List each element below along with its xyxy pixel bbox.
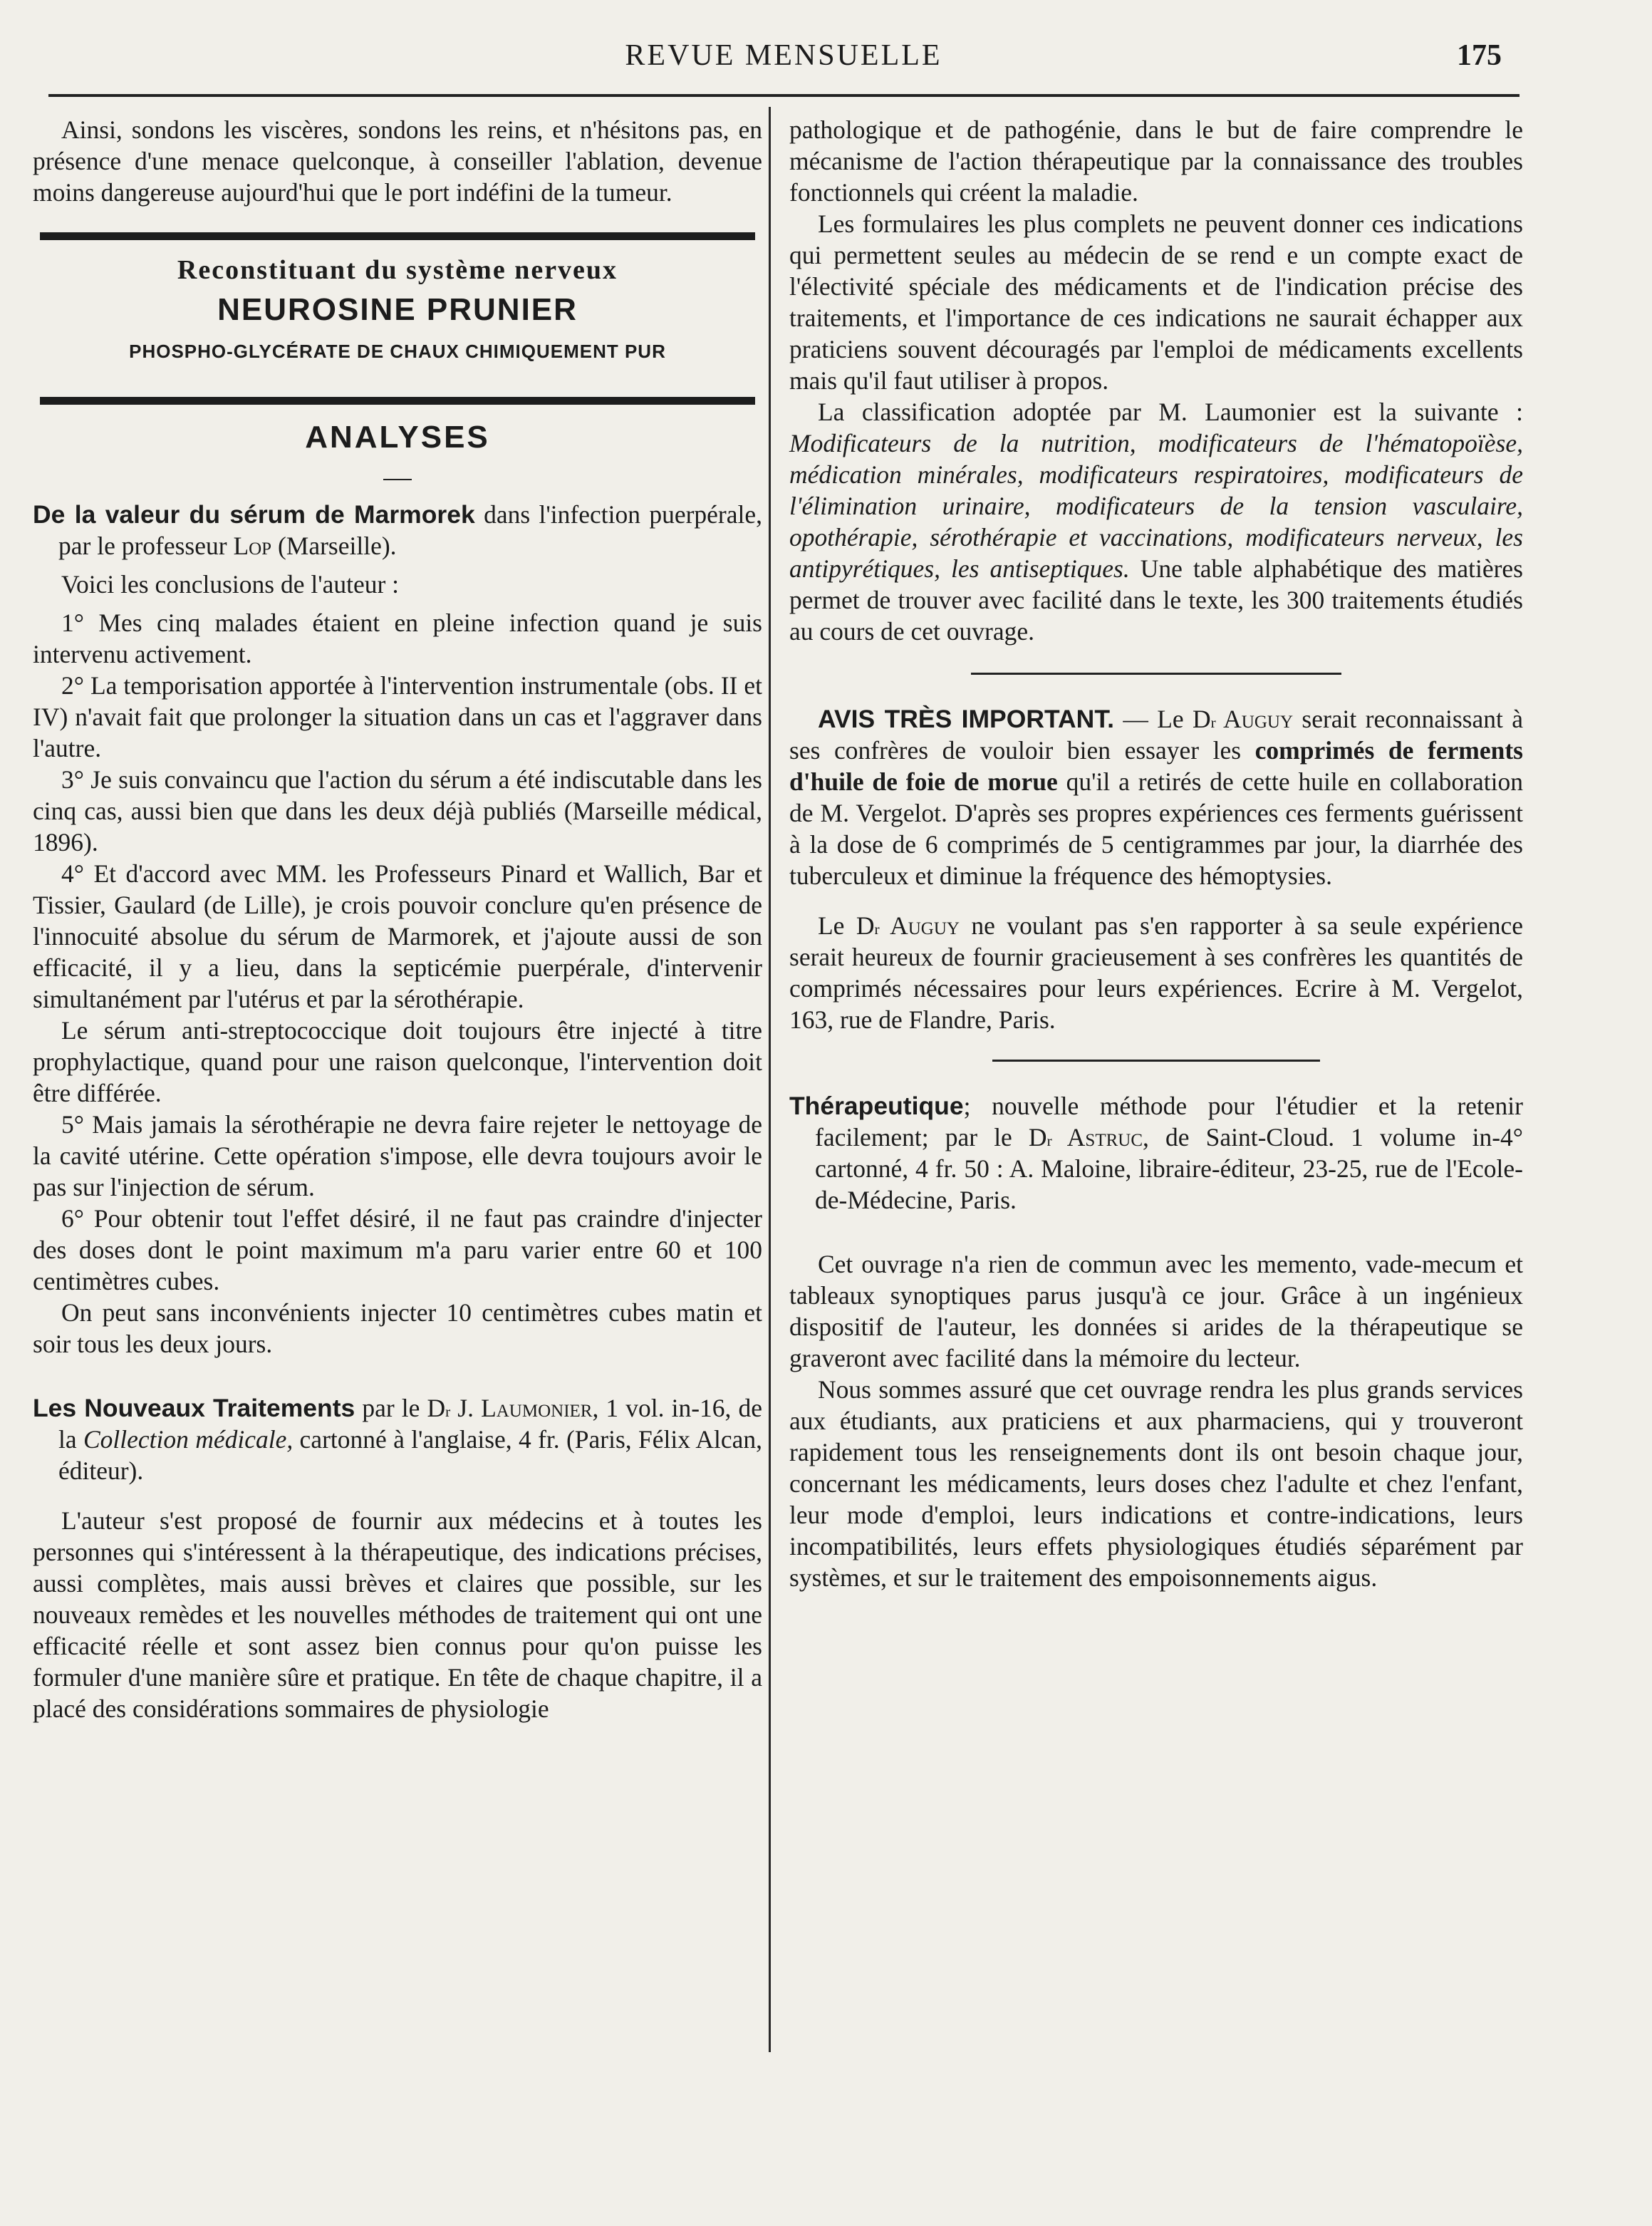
conclusion-point: 3° Je suis convaincu que l'action du sérum a été indiscutable dans les cinq cas, aussi bien que dans les deux déjà publiés (Marseille médical, 1896). [33,765,762,856]
running-head [43,34,1524,84]
ad-tagline: Reconstituant du système nerveux [177,255,618,285]
conclusion-point: 5° Mais jamais la sérothérapie ne devra faire rejeter le nettoyage de la cavité utérine. Cette opération s'impose, elle devra toujours avoir le pas sur l'injection de sérum. [33,1110,762,1201]
intro-paragraph: Ainsi, sondons les viscères, sondons les reins, et n'hésitons pas, en présence d'une menace quelconque, à conseiller l'ablation, devenue moins dangereuse aujourd'hui que le port indéfini de la tumeur. [33,115,762,207]
conclusion-point: On peut sans inconvénients injecter 10 centimètres cubes matin et soir tous les deux jours. [33,1298,762,1358]
review-author: Astruc, [1051,1123,1149,1151]
notice-product: comprimés de ferments d'huile de foie de morue [789,736,1523,796]
article-author: Lop [233,532,272,560]
section-title: ANALYSES [305,420,490,455]
page-number: 175 [1457,39,1502,72]
advertisement [33,254,762,367]
ad-description: PHOSPHO-GLYCÉRATE DE CHAUX CHIMIQUEMENT PUR [129,341,666,362]
separator-rule [992,1060,1320,1062]
left-column [33,114,762,1724]
review-body: Cet ouvrage n'a rien de commun avec les memento, vade-mecum et tableaux synoptiques parus jusqu'à ce jour. Grâce à un ingénieux dispositif de l'auteur, les données si arides de la thérapeutique se graveront avec facilité dans la mémoire du lecteur. [789,1250,1523,1372]
article-body: Les formulaires les plus complets ne peuvent donner ces indications qui permettent seules au médecin de se rend e un compte exact de l'électivité spéciale des médicaments et de l'indication précise des traitements, et l'importance de ces indications ne saurait échapper aux praticiens souvent découragés par l'emploi de médicaments excellents mais qu'il faut utiliser à propos. [789,209,1523,395]
ad-product-name: NEUROSINE PRUNIER [217,292,578,327]
classification-list: Modificateurs de la nutrition, modificateurs de l'hématopoïèse, médication minérales, modificateurs respiratoires, modificateurs de l'élimination urinaire, modificateurs de la tension vasculaire, opothérapie, sérothérapie et vaccinations, modificateurs nerveux, les antipyrétiques, les antiseptiques. [789,429,1523,583]
article-title: De la valeur du sérum de Marmorek [33,500,475,529]
review-body: Nous sommes assuré que cet ouvrage rendra les plus grands services aux étudiants, aux praticiens et aux pharmaciens, qui y trouveront rapidement tous les renseignements dont ils ont besoin chaque jour, concernant les médicaments, leurs doses chez l'adulte et chez l'enfant, leur mode d'emploi, leurs indications et contre-indications, leurs incompatibilités, leurs effets physiologiques étudiés séparément par systèmes, et sur le traitement des empoisonnements aigus. [789,1375,1523,1592]
article-author: J. Laumonier, [450,1394,599,1422]
conclusions-intro: Voici les conclusions de l'auteur : [61,570,400,599]
conclusion-point: 1° Mes cinq malades étaient en pleine infection quand je suis intervenu activement. [33,609,762,668]
header-rule [48,94,1519,97]
ad-bottom-rule [40,397,755,405]
article-heading: Les Nouveaux Traitements par le $D^r$ J. Laumonier, 1 vol. in-16, de la Collection médicale, cartonné à l'anglaise, 4 fr. (Paris, Félix Alcan, éditeur). [33,1394,762,1485]
conclusion-point: 6° Pour obtenir tout l'effet désiré, il ne faut pas craindre d'injecter des doses dont le point maximum m'a paru varier entre 60 et 100 centimètres cubes. [33,1204,762,1295]
classification-paragraph: La classification adoptée par M. Laumonier est la suivante : Modificateurs de la nutrition, modificateurs de l'hématopoïèse, médication minérales, modificateurs respiratoires, modificateurs de l'élimination urinaire, modificateurs de la tension vasculaire, opothérapie, sérothérapie et vaccinations, modificateurs nerveux, les antipyrétiques, les antiseptiques. Une table alphabétique des matières permet de trouver avec facilité dans le texte, les 300 traitements étudiés au cours de cet ouvrage. [789,398,1523,646]
article-heading: De la valeur du sérum de Marmorek dans l'infection puerpérale, par le professeur Lop (Marseille). [33,500,762,560]
conclusion-point: 4° Et d'accord avec MM. les Professeurs Pinard et Wallich, Bar et Tissier, Gaulard (de Lille), je crois pouvoir conclure qu'en présence de l'innocuité absolue du sérum de Marmorek, et j'ajoute aussi de son efficacité, il y a lieu, dans la septicémie puerpérale, d'intervenir simultanément par l'utérus et par la sérothérapie. [33,859,762,1013]
continued-paragraph: pathologique et de pathogénie, dans le but de faire comprendre le mécanisme de l'action thérapeutique par la connaissance des troubles fonctionnels qui créent la maladie. [789,115,1523,207]
column-divider [769,107,771,2052]
review-heading: Thérapeutique; nouvelle méthode pour l'étudier et la retenir facilement; par le $D^r$ Astruc, de Saint-Cloud. 1 volume in-4° cartonné, 4 fr. 50 : A. Maloine, libraire-éditeur, 23-25, rue de l'Ecole-de-Médecine, Paris. [789,1092,1523,1214]
journal-title: REVUE MENSUELLE [625,39,942,72]
ad-top-rule [40,232,755,240]
right-column [789,114,1523,1593]
article-body: L'auteur s'est proposé de fournir aux médecins et à toutes les personnes qui s'intéressent à la thérapeutique, des indications précises, aussi complètes, mais aussi brèves et claires que possible, sur les nouveaux remèdes et les nouvelles méthodes de traitement qui ont une efficacité réelle et sont assez bien connus pour qu'on puisse les formuler d'une manière sûre et pratique. En tête de chaque chapitre, il a placé des considérations sommaires de physiologie [33,1506,762,1723]
notice-paragraph: AVIS TRÈS IMPORTANT. — Le $D^r$ Auguy serait reconnaissant à ses confrères de vouloir bien essayer les comprimés de ferments d'huile de foie de morue qu'il a retirés de cette huile en collaboration de M. Vergelot. D'après ses propres expériences ces ferments guérissent à la dose de 6 comprimés de 5 centigrammes par jour, la diarrhée des tuberculeux et diminue la fréquence des hémoptysies. [789,705,1523,890]
separator-rule [971,673,1341,675]
notice-paragraph: Le $D^r$ Auguy ne voulant pas s'en rapporter à sa seule expérience serait heureux de fournir gracieusement à ses confrères les quantités de comprimés nécessaires pour leurs expériences. Ecrire à M. Vergelot, 163, rue de Flandre, Paris. [789,911,1523,1034]
conclusion-point: 2° La temporisation apportée à l'intervention instrumentale (obs. II et IV) n'avait fait que prolonger la situation dans un cas et l'aggraver dans l'autre. [33,671,762,762]
article-title: Les Nouveaux Traitements [33,1394,355,1422]
title-dash [383,479,412,480]
notice-lead: AVIS TRÈS IMPORTANT. [818,705,1114,733]
review-title: Thérapeutique [789,1092,964,1120]
conclusion-point: Le sérum anti-streptococcique doit toujours être injecté à titre prophylactique, quand pour une raison quelconque, l'intervention doit être différée. [33,1016,762,1107]
